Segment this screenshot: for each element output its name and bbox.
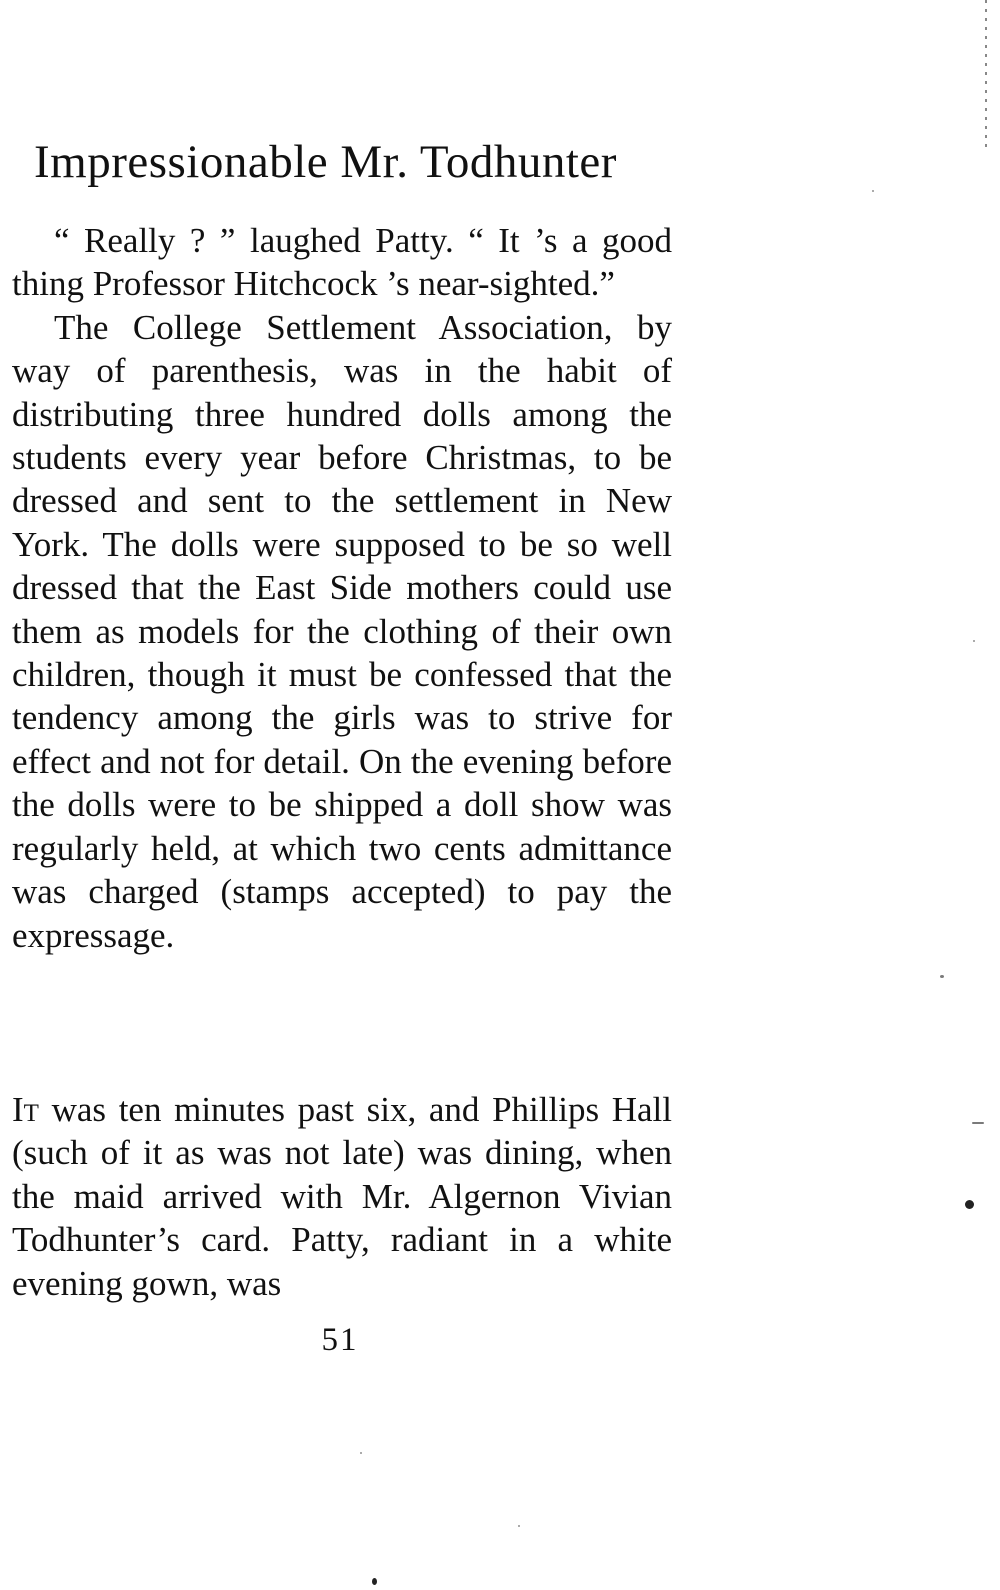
scan-speck bbox=[940, 975, 944, 978]
scan-speck bbox=[518, 1525, 520, 1527]
scan-speck bbox=[965, 1200, 974, 1209]
text-block-lower bbox=[12, 1088, 672, 1305]
scan-edge-mark bbox=[985, 0, 987, 150]
paragraph-section-start bbox=[12, 1088, 672, 1305]
scan-speck bbox=[372, 1578, 377, 1585]
paragraph-section-text: was ten minutes past six, and Phillips Hall (such of it as was not late) was dining, when the maid arrived with Mr. Algernon Vivian Todhunter’s card. Patty, radiant in a white evening gown, was bbox=[12, 1090, 672, 1303]
running-title: Impressionable Mr. Todhunter bbox=[34, 136, 617, 188]
scan-speck bbox=[972, 1122, 984, 1124]
paragraph-dialogue: “ Really ? ” laughed Patty. “ It ’s a good thing Professor Hitchcock ’s near-sighted.” bbox=[12, 221, 672, 304]
small-caps-lead: It bbox=[12, 1090, 39, 1129]
paragraph-settlement: The College Settlement Association, by way of parenthesis, was in the habit of distributing three hundred dolls among the students every year before Christmas, to be dressed and sent to the settlement in New York. The dolls were supposed to be so well dressed that the East Side mothers could use them as models for the clothing of their own children, though it must be confessed that the tendency among the girls was to strive for effect and not for detail. On the evening before the dolls were to be shipped a doll show was regularly held, at which two cents admittance was charged (stamps accepted) to pay the expressage. bbox=[12, 307, 672, 955]
page-number: 51 bbox=[321, 1322, 359, 1358]
scan-speck bbox=[872, 190, 874, 192]
scan-speck bbox=[973, 640, 975, 642]
scan-speck bbox=[360, 1452, 362, 1454]
text-block-upper bbox=[12, 219, 672, 957]
